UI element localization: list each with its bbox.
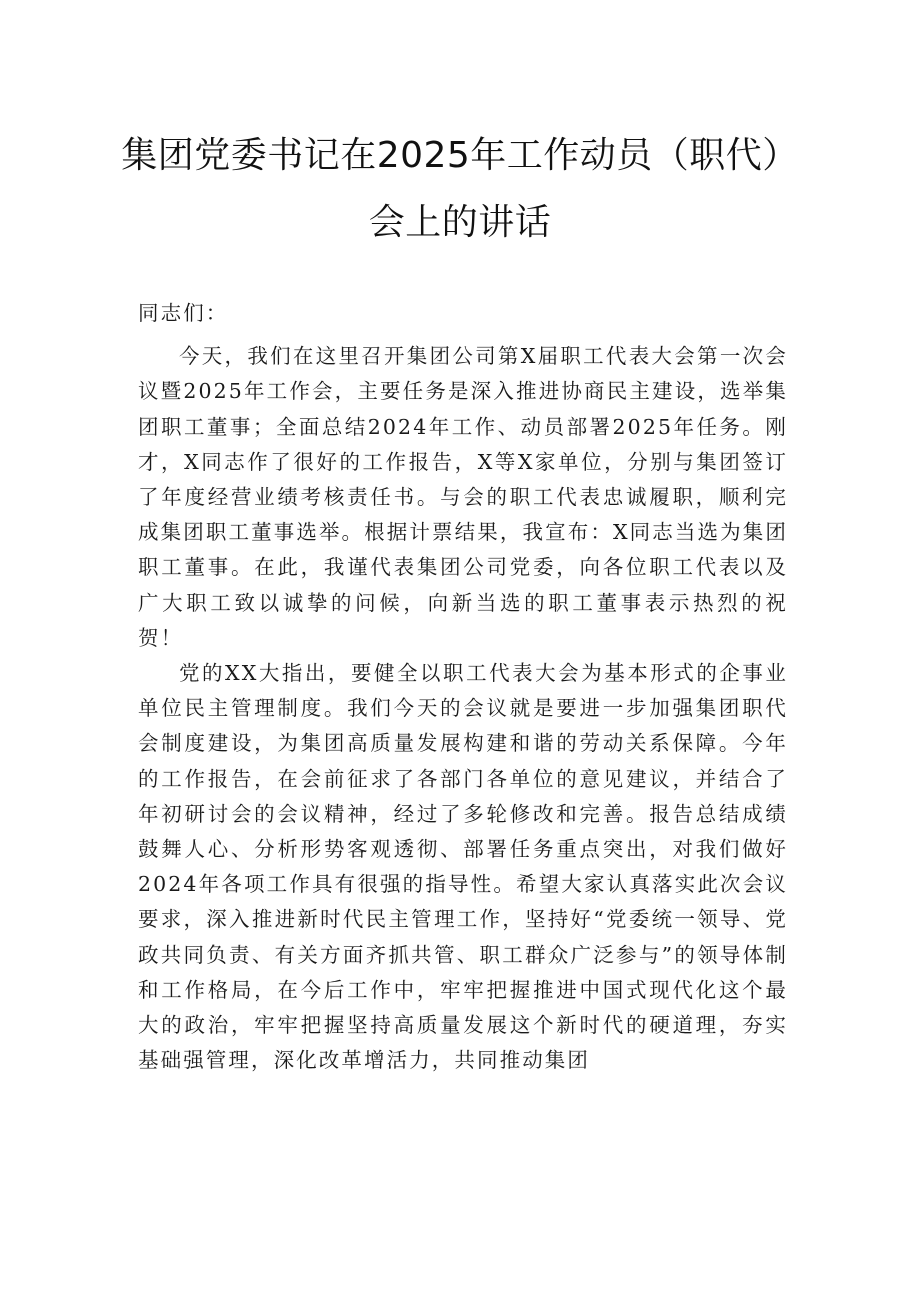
- document-title-line-2: 会上的讲话: [368, 202, 552, 243]
- paragraph-2: 党的XX大指出，要健全以职工代表大会为基本形式的企事业单位民主管理制度。我们今天的会议就是要进一步加强集团职代会制度建设，为集团高质量发展构建和谐的劳动关系保障。今年的工作报告，在会前征求了各部门各单位的意见建议，并结合了年初研讨会的会议精神，经过了多轮修改和完善。报告总结成绩鼓舞人心、分析形势客观透彻、部署任务重点突出，对我们做好2024年各项工作具有很强的指导性。希望大家认真落实此次会议要求，深入推进新时代民主管理工作，坚持好“党委统一领导、党政共同负责、有关方面齐抓共管、职工群众广泛参与”的领导体制和工作格局，在今后工作中，牢牢把握推进中国式现代化这个最大的政治，牢牢把握坚持高质量发展这个新时代的硬道理，夯实基础强管理，深化改革增活力，共同推动集团: [138, 661, 788, 1073]
- document-title-line-1: 集团党委书记在2025年工作动员（职代）: [121, 135, 799, 176]
- greeting: 同志们：: [138, 301, 229, 325]
- document-body: [138, 296, 788, 1078]
- paragraph-1: 今天，我们在这里召开集团公司第X届职工代表大会第一次会议暨2025年工作会，主要任务是深入推进协商民主建设，选举集团职工董事；全面总结2024年工作、动员部署2025年任务。刚才，X同志作了很好的工作报告，X等X家单位，分别与集团签订了年度经营业绩考核责任书。与会的职工代表忠诚履职，顺利完成集团职工董事选举。根据计票结果，我宣布：X同志当选为集团职工董事。在此，我谨代表集团公司党委，向各位职工代表以及广大职工致以诚挚的问候，向新当选的职工董事表示热烈的祝贺！: [138, 344, 788, 650]
